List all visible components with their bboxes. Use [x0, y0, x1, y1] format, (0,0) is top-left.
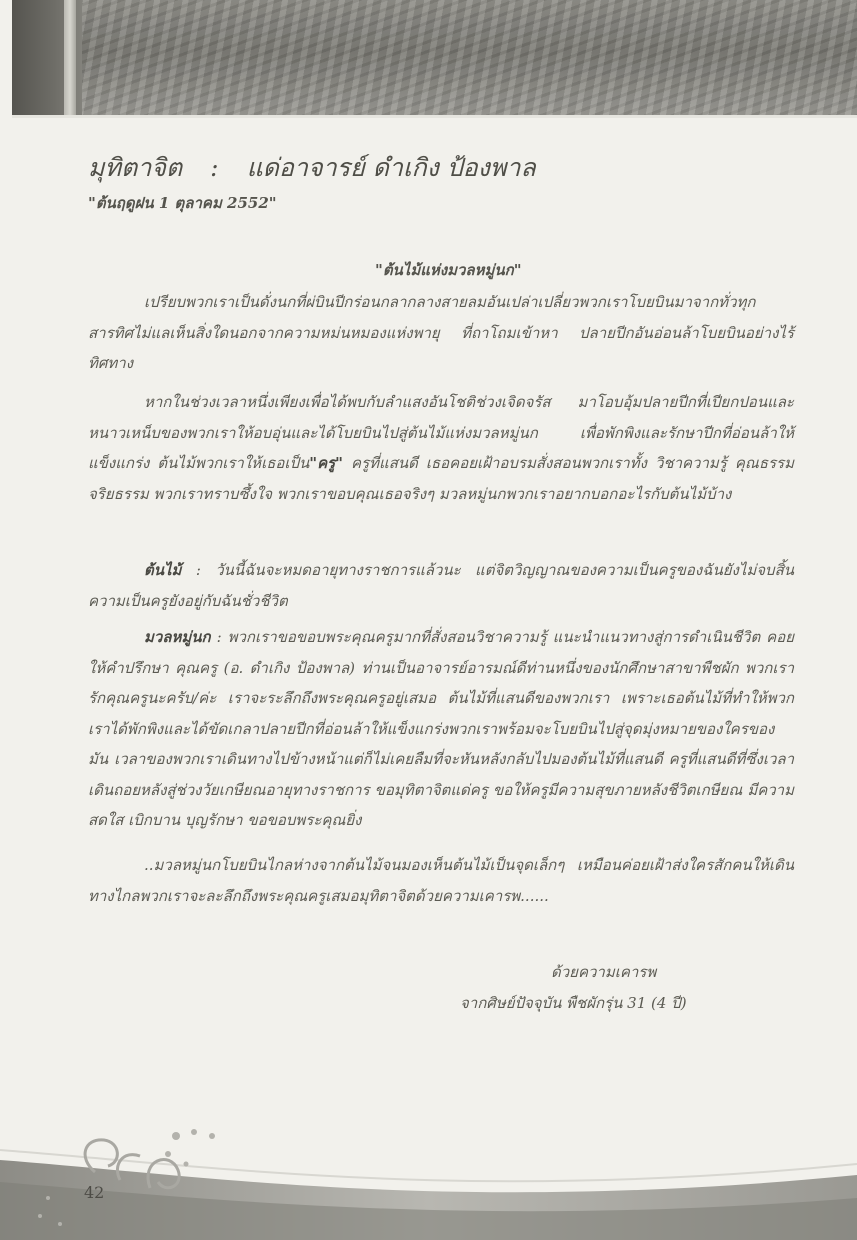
paragraph-4-speaker: มวลหมู่นก [144, 628, 211, 646]
paragraph-4 [88, 622, 794, 836]
title-separator: : [210, 153, 219, 182]
paragraph-5: ..มวลหมู่นกโบยบินไกลห่างจากต้นไม้จนมองเห็นต้นไม้เป็นจุดเล็กๆ เหมือนค่อยเฝ้าส่งใครสักคนให้เดินทางไกลพวกเราจะละลึกถึงพระคุณครูเสมอมุทิตาจิตด้วยความเคารพ...... [88, 856, 794, 905]
title-right: แด่อาจารย์ ดำเกิง ป้องพาล [246, 153, 536, 182]
poem-title: "ต้นไม้แห่งมวลหมู่นก" [375, 261, 522, 279]
paragraph-2-emphasis: "ครู" [309, 454, 343, 472]
paragraph-2-text-b: ครูที่แสนดี เธอคอยเฝ้าอบรมสั่งสอนพวกเราทั้ง วิชาความรู้ คุณธรรม จริยธรรม พวกเราทราบซึ้งใจ พวกเราขอบคุณเธอจริงๆ มวลหมู่นกพวกเราอยากบอกอะไรกับต้นไม้บ้าง [88, 454, 794, 503]
signature-line-1: ด้วยความเคารพ [551, 963, 657, 981]
paragraph-3 [88, 555, 794, 616]
title-left: มุทิตาจิต [88, 153, 183, 182]
paragraph-1: เปรียบพวกเราเป็นดั่งนกที่ผ่บินปีกร่อนกลากลางสายลมอันเปล่าเปลี่ยวพวกเราโบยบินมาจากทั่วทุกสารทิศไม่แลเห็นสิ่งใดนอกจากความหม่นหมองแห่งพายุ ที่ถาโถมเข้าหา ปลายปีกอันอ่อนล้าโบยบินอย่างไร้ทิศทาง [88, 293, 794, 372]
footer-wave-decoration [0, 1120, 857, 1240]
page-subtitle: "ต้นฤดูฝน 1 ตุลาคม 2552" [88, 194, 277, 212]
paragraph-3-speaker: ต้นไม้ [144, 561, 182, 579]
page-title [88, 148, 536, 188]
paragraph-2 [88, 387, 794, 509]
paragraph-4-text: : พวกเราขอขอบพระคุณครูมากที่สั่งสอนวิชาความรู้ แนะนำแนวทางสู่การดำเนินชีวิต คอยให้คำปรึกษา คุณครู (อ. ดำเกิง ป้องพาล) ท่านเป็นอาจารย์อารมณ์ดีท่านหนึ่งของนักศึกษาสาขาพืชผัก พวกเรารักคุณครูนะครับ/ค่ะ เราจะระลึกถึงพระคุณครูอยู่เสมอ ต้นไม้ที่แสนดีของพวกเรา เพราะเธอต้นไม้ที่ทำให้พวกเราได้พักพิงและได้ขัดเกลาปลายปีกที่อ่อนล้าให้แข็งแกร่งพวกเราพร้อมจะโบยบินไปสู่จุดมุ่งหมายของใครของมัน เวลาของพวกเราเดินทางไปข้างหน้าแต่ก็ไม่เคยลืมที่จะหันหลังกลับไปมองต้นไม้ที่แสนดี ครูที่แสนดีที่ซึ่งเวลาเดินถอยหลังสู่ช่วงวัยเกษียณอายุทางราชการ ขอมุทิตาจิตแด่ครู ขอให้ครูมีความสุขภายหลังชีวิตเกษียณ มีความสดใส เบิกบาน บุญรักษา ขอขอบพระคุณยิ่ง [88, 628, 794, 829]
paragraph-2-text-a: หากในช่วงเวลาหนึ่งเพียงเพื่อได้พบกับลำแสงอันโชติช่วงเจิดจรัส มาโอบอุ้มปลายปีกที่เปียกปอนและหนาวเหน็บของพวกเราให้อบอุ่นและได้โบยบินไปสู่ต้นไม้แห่งมวลหมู่นก เพื่อพักพิงและรักษาปีกที่อ่อนล้าให้แข็งแกร่ง ต้นไม้พวกเราให้เธอเป็น [88, 393, 794, 472]
page-number: 42 [84, 1183, 105, 1202]
paragraph-3-text: : วันนี้ฉันจะหมดอายุทางราชการแล้วนะ แต่จิตวิญญาณของความเป็นครูของฉันยังไม่จบสิ้นความเป็นครูยังอยู่กับฉันชั่วชีวิต [88, 561, 794, 610]
signature-line-2: จากศิษย์ปัจจุบัน พืชผักรุ่น 31 (4 ปี) [460, 994, 687, 1012]
